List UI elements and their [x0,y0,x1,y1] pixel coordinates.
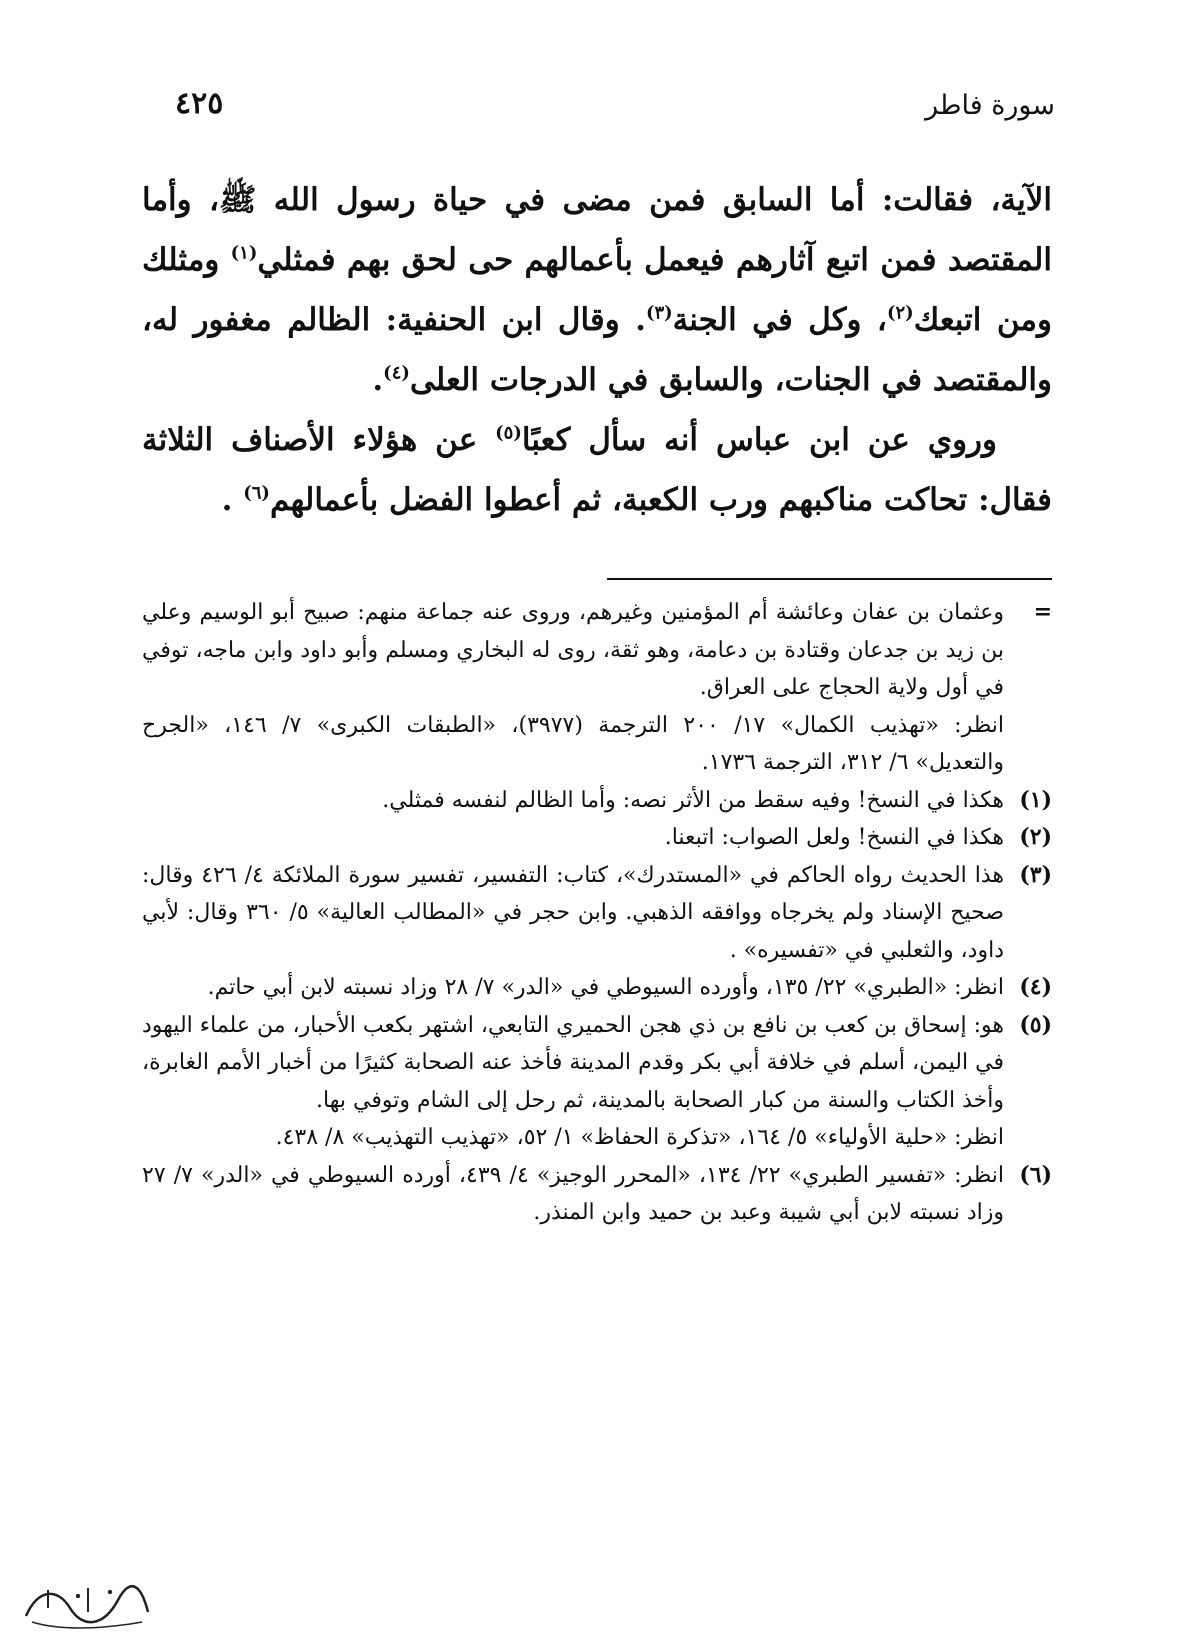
main-text [142,170,1052,530]
footnote-text [142,819,1004,857]
footnotes [142,594,1052,1232]
footnote-4 [142,969,1052,1007]
footnote-ref-5: (٥) [495,422,522,444]
footnote-ref-6: (٦) [243,482,270,504]
text-segment: . [372,362,384,398]
footnote-paragraph: هذا الحديث رواه الحاكم في «المستدرك»، كتاب: التفسير، تفسير سورة الملائكة ٤/ ٤٢٦ وقال: صحيح الإسناد ولم يخرجاه ووافقه الذهبي. وابن حجر في «المطالب العالية» ٥/ ٣٦٠ وقال: لأبي داود، والثعلبي في «تفسيره» . [142,862,1004,963]
text-segment: عن هؤلاء الأصناف الثلاثة فقال: تحاكت مناكبهم ورب الكعبة، ثم أعطوا الفضل بأعمالهم [142,422,1052,518]
footnote-text [142,782,1004,820]
footnote-paragraph: انظر: «تفسير الطبري» ٢٢/ ١٣٤، «المحرر الوجيز» ٤/ ٤٣٩، أورده السيوطي في «الدر» ٧/ ٢٧ وزاد نسبته لابن أبي شيبة وعبد بن حميد وابن المنذر. [142,1162,1004,1225]
footnote-ref-4: (٤) [383,362,410,384]
footnote-continued [142,594,1052,782]
footnote-paragraph: هكذا في النسخ! وفيه سقط من الأثر نصه: وأما الظالم لنفسه فمثلي. [382,787,1004,813]
footnote-mark: (٦) [1019,1161,1052,1188]
footnote-paragraph: هو: إسحاق بن كعب بن نافع بن ذي هجن الحميري التابعي، اشتهر بكعب الأحبار، من علماء اليهود في اليمن، أسلم في خلافة أبي بكر وقدم المدينة فأخذ عنه الصحابة كثيرًا من أخبار الأمم الغابرة، وأخذ الكتاب والسنة من كبار الصحابة بالمدينة، ثم رحل إلى الشام وتوفي بها. [142,1012,1004,1113]
footnote-mark: (٣) [1019,861,1052,888]
paragraph-2 [142,410,1052,530]
footnote-1 [142,782,1052,820]
footnote-mark: = [1033,599,1052,625]
footnote-text [142,969,1004,1007]
footnote-separator [607,578,1052,580]
footnote-text [142,594,1004,782]
text-segment: . وقال ابن الحنفية: الظالم مغفور له، والمقتصد في الجنات، والسابق في الدرجات العلى [142,302,1052,398]
footnote-2 [142,819,1052,857]
page-number: ٤٢٥ [175,86,224,121]
footnote-paragraph: انظر: «حلية الأولياء» ٥/ ١٦٤، «تذكرة الحفاظ» ١/ ٥٢، «تهذيب التهذيب» ٨/ ٤٣٨. [275,1125,1004,1150]
footnote-paragraph: هكذا في النسخ! ولعل الصواب: اتبعنا. [664,825,1004,850]
footnote-mark: (٥) [1019,1011,1052,1038]
footnote-paragraph: وعثمان بن عفان وعائشة أم المؤمنين وغيرهم، وروى عنه جماعة منهم: صبيح أبو الوسيم وعلي بن زيد بن جدعان وقتادة بن دعامة، وهو ثقة، روى له البخاري ومسلم وأبو داود وابن ماجه، توفي في أول ولاية الحجاج على العراق. [142,600,1004,700]
footnote-5 [142,1007,1052,1157]
footnote-6 [142,1157,1052,1232]
footnote-paragraph: انظر: «تهذيب الكمال» ١٧/ ٢٠٠ الترجمة (٣٩٧٧)، «الطبقات الكبرى» ٧/ ١٤٦، «الجرح والتعديل» ٦/ ٣١٢، الترجمة ١٧٣٦. [142,712,1005,775]
text-segment: ، وكل في الجنة [672,302,887,338]
footnote-ref-2: (٢) [886,302,914,324]
surah-title: سورة فاطر [925,90,1055,121]
footnote-3 [142,857,1052,970]
footnote-ref-1: (١) [230,242,258,264]
watermark-logo [18,1578,153,1638]
footnote-mark: (١) [1019,786,1052,813]
text-segment: . [221,482,244,518]
footnote-text [142,857,1004,970]
text-segment: الآية، فقالت: أما السابق فمن مضى في حياة رسول الله ﷺ، وأما المقتصد فمن اتبع آثارهم فيعمل بأعمالهم حى لحق بهم فمثلي [142,182,1052,278]
page-header [175,80,1055,130]
text-segment: وروي عن ابن عباس أنه سأل كعبًا [521,422,998,458]
footnote-ref-3: (٣) [645,302,673,324]
paragraph-1 [142,170,1052,410]
text-segment: ومثلك ومن اتبعك [142,242,1052,338]
footnote-mark: (٢) [1019,824,1052,850]
footnote-paragraph: انظر: «الطبري» ٢٢/ ١٣٥، وأورده السيوطي في «الدر» ٧/ ٢٨ وزاد نسبته لابن أبي حاتم. [207,975,1004,1000]
footnote-text [142,1157,1004,1232]
footnote-mark: (٤) [1019,974,1052,1000]
footnote-text [142,1007,1004,1157]
